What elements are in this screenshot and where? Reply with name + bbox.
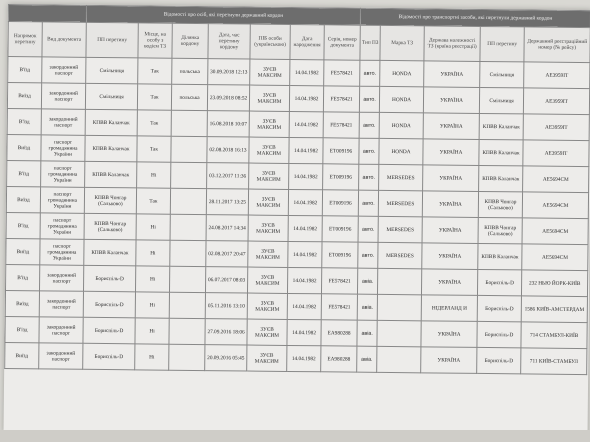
table-cell: авто. [358, 190, 378, 216]
table-cell: Ні [135, 344, 169, 370]
table-cell: авто. [358, 242, 378, 268]
table-cell: 14.04.1982 [289, 85, 323, 111]
table-cell: закордонний паспорт [39, 291, 83, 317]
column-header: Державний реєстраційний номер (№ рейсу) [524, 27, 590, 63]
table-cell: Бориспіль-D [83, 317, 135, 344]
table-cell: ЗУЄВ МАКСИМ [249, 137, 289, 163]
column-header: Дата народження [290, 24, 324, 59]
table-cell: Виїзд [7, 134, 41, 160]
table-cell: ЗУЄВ МАКСИМ [248, 215, 288, 241]
table-cell: КПВВ Каланчак [479, 139, 523, 165]
table-cell: В'їзд [7, 160, 41, 186]
table-cell: Ні [135, 318, 169, 344]
table-body [5, 57, 590, 375]
table-cell: В'їзд [6, 212, 40, 238]
table-cell: ЗУЄВ МАКСИМ [247, 319, 287, 345]
table-cell: В'їзд [5, 264, 39, 290]
table-cell: авіа. [357, 346, 377, 372]
table-cell: авто. [360, 60, 380, 86]
column-header: ПІБ особи (українською) [250, 24, 290, 59]
table-cell: паспорт громадянина України [40, 239, 84, 265]
table-cell: 28.11.2017 13:25 [206, 189, 248, 215]
table-cell: AE5694CM [522, 244, 588, 271]
table-cell: УКРАЇНА [423, 139, 479, 166]
table-cell: Смільниця [480, 61, 524, 87]
table-cell: авто. [358, 216, 378, 242]
table-cell: Бориспіль-D [83, 291, 135, 318]
table-cell: Бориспіль-D [83, 343, 135, 370]
table-cell: авто. [359, 164, 379, 190]
table-cell: Смільниця [479, 87, 523, 113]
table-cell: ЗУЄВ МАКСИМ [249, 111, 289, 137]
table-cell: 23.09.2018 08:52 [207, 85, 249, 111]
table-cell: 24.08.2017 14:34 [206, 215, 248, 241]
table-cell: AE3959IT [523, 114, 589, 141]
table-cell: Смільниця [85, 83, 137, 110]
table-cell: УКРАЇНА [422, 191, 478, 218]
table-cell: EA980288 [321, 320, 357, 346]
table-cell: НІДЕРЛАНД И [421, 295, 477, 322]
table-cell: КПВВ Чонгар (Сальково) [84, 187, 136, 214]
table-cell: закордонний паспорт [39, 343, 83, 369]
table-cell: 16.08.2018 10:07 [207, 111, 249, 137]
table-cell: 14.04.1982 [288, 189, 322, 215]
table-cell: Виїзд [6, 186, 40, 212]
table-cell: Так [137, 110, 171, 136]
table-cell [169, 266, 205, 292]
table-cell: 14.04.1982 [290, 59, 324, 85]
column-header: Ділянка кордону [172, 23, 208, 58]
table-cell: КПВВ Каланчак [85, 109, 137, 136]
table-cell: ET009196 [323, 138, 359, 164]
table-cell: AE5694CM [522, 218, 588, 245]
table-cell: УКРАЇНА [423, 165, 479, 192]
table-cell [377, 346, 421, 372]
table-cell: ET009196 [322, 242, 358, 268]
table-cell: паспорт громадянина України [41, 135, 85, 161]
table-cell: Виїзд [6, 238, 40, 264]
table-cell: авто. [359, 112, 379, 138]
table-cell: 711 КИЇВ-СТАМБУЛ [521, 348, 587, 375]
table-cell: Ні [136, 214, 170, 240]
table-cell: FE578421 [321, 268, 357, 294]
table-cell: Так [137, 136, 171, 162]
table-cell: Виїзд [5, 290, 39, 316]
column-header: ПП перетину [480, 26, 524, 61]
column-header: Марка ТЗ [380, 25, 424, 60]
table-cell: AE3959IT [523, 140, 589, 167]
table-row [5, 342, 587, 374]
table-cell: 14.04.1982 [289, 137, 323, 163]
table-cell: закордонний паспорт [41, 109, 85, 135]
group-left-cell [8, 5, 86, 23]
table-cell: Так [136, 188, 170, 214]
column-header: Тип ПЗ [360, 25, 380, 60]
table-cell: 02.08.2018 16:13 [207, 137, 249, 163]
table-cell: КПВВ Чонгар (Сальково) [478, 191, 522, 217]
column-header: ПП перетину [86, 22, 138, 58]
table-cell: авто. [359, 138, 379, 164]
desk-shadow [0, 430, 590, 442]
table-cell: УКРАЇНА [422, 217, 478, 244]
table-cell [169, 292, 205, 318]
table-cell: Ні [135, 266, 169, 292]
table-cell [377, 294, 421, 320]
table-cell: Ні [135, 292, 169, 318]
table-cell: ET009196 [323, 164, 359, 190]
table-cell: закордонний паспорт [41, 83, 85, 109]
table-cell: Бориспіль-D [478, 269, 522, 295]
table-cell: FE578421 [324, 60, 360, 86]
table-cell: 03.12.2017 11:36 [207, 163, 249, 189]
column-header: Напрямок перетину [8, 22, 42, 57]
table-cell: КПВВ Каланчак [84, 239, 136, 266]
table-cell: Так [137, 84, 171, 110]
table-cell: ЗУЄВ МАКСИМ [247, 267, 287, 293]
table-cell [171, 162, 207, 188]
table-cell: MERSEDES [379, 164, 423, 190]
table-cell: 02.08.2017 20:47 [206, 241, 248, 267]
table-cell: 14.04.1982 [287, 319, 321, 345]
table-cell: Ні [137, 162, 171, 188]
table-cell: паспорт громадянина України [40, 187, 84, 213]
table-cell: FE578421 [323, 86, 359, 112]
table-cell: авто. [359, 86, 379, 112]
table-cell: 14.04.1982 [289, 111, 323, 137]
table-cell: КПВВ Каланчак [478, 243, 522, 269]
table-cell [171, 136, 207, 162]
table-cell: ЗУЄВ МАКСИМ [247, 345, 287, 371]
column-header: Місце, на особу з водієм ТЗ [138, 23, 172, 58]
table-cell [170, 240, 206, 266]
table-cell: ET009196 [322, 216, 358, 242]
group-persons-header: Відомості про осіб, які перетнули державний кордон [86, 5, 360, 25]
document-sheet [4, 4, 590, 438]
table-cell: польська [172, 58, 208, 84]
table-cell: HONDA [379, 86, 423, 112]
border-crossing-table [4, 4, 590, 375]
table-cell: 714 СТАМБУЛ-КИЇВ [521, 322, 587, 349]
table-cell: Бориспіль-D [477, 321, 521, 347]
table-cell: AE3959IT [524, 62, 590, 89]
table-cell: 1586 КИЇВ-АМСТЕРДАМ [521, 296, 587, 323]
table-cell: КПВВ Каланчак [85, 161, 137, 188]
table-cell: закордонний паспорт [42, 57, 86, 83]
table-cell: УКРАЇНА [422, 269, 478, 296]
table-cell: AE3959IT [523, 88, 589, 115]
table-cell: КПВВ Чонгар (Сальково) [84, 213, 136, 240]
table-cell: Смільниця [86, 57, 138, 84]
table-cell: ET009196 [322, 190, 358, 216]
table-cell: закордонний паспорт [39, 265, 83, 291]
table-cell: 14.04.1982 [289, 163, 323, 189]
table-cell: авіа. [358, 268, 378, 294]
table-cell: Бориспіль-D [83, 265, 135, 292]
table-cell: КПВВ Каланчак [479, 113, 523, 139]
table-cell: FE578421 [321, 294, 357, 320]
table-cell [169, 344, 205, 370]
table-cell: В'їзд [5, 316, 39, 342]
table-cell: Ні [136, 240, 170, 266]
table-cell: 20.09.2016 05:45 [205, 345, 247, 371]
table-cell: паспорт громадянина України [41, 161, 85, 187]
table-cell: УКРАЇНА [423, 87, 479, 114]
table-cell: 14.04.1982 [288, 241, 322, 267]
table-cell [170, 214, 206, 240]
column-header: Серія, номер документа [324, 25, 360, 60]
table-cell: УКРАЇНА [421, 347, 477, 374]
table-cell [377, 320, 421, 346]
table-cell: польська [171, 84, 207, 110]
table-cell: ЗУЄВ МАКСИМ [249, 163, 289, 189]
table-cell: 27.09.2016 18:06 [205, 319, 247, 345]
table-cell: ЗУЄВ МАКСИМ [247, 293, 287, 319]
table-cell: КПВВ Чонгар (Сальково) [478, 217, 522, 243]
table-cell: 14.04.1982 [287, 345, 321, 371]
table-cell: УКРАЇНА [421, 321, 477, 348]
table-cell: КПВВ Каланчак [479, 165, 523, 191]
table-cell: авіа. [357, 320, 377, 346]
column-header: Держава належності ТЗ (країна реєстрації) [424, 26, 480, 62]
table-cell: Виїзд [7, 83, 41, 109]
table-cell: авіа. [357, 294, 377, 320]
table-cell: ЗУЄВ МАКСИМ [248, 189, 288, 215]
table-cell: УКРАЇНА [422, 243, 478, 270]
table-cell [170, 188, 206, 214]
table-cell: В'їзд [8, 57, 42, 83]
column-header: Дата, час перетину кордону [208, 24, 250, 59]
group-transport-header: Відомості про транспортні засоби, які перетнули державний кордон [360, 8, 590, 27]
table-cell: 06.07.2017 08:03 [205, 267, 247, 293]
table-cell: 14.04.1982 [288, 215, 322, 241]
table-cell: 30.09.2018 12:13 [208, 59, 250, 85]
table-cell: закордонний паспорт [39, 317, 83, 343]
table-cell: 05.11.2016 13:10 [205, 293, 247, 319]
table-cell [169, 318, 205, 344]
table-cell: FE578421 [323, 112, 359, 138]
table-cell [378, 268, 422, 294]
table-cell: ЗУЄВ МАКСИМ [250, 59, 290, 85]
table-cell: AE5694CM [523, 166, 589, 193]
table-cell: Виїзд [5, 342, 39, 368]
table-cell: КПВВ Каланчак [85, 135, 137, 162]
table-cell: HONDA [379, 138, 423, 164]
table-cell: ЗУЄВ МАКСИМ [249, 85, 289, 111]
column-header: Вид документа [42, 22, 86, 57]
table-cell: MERSEDES [378, 190, 422, 216]
table-cell: 232 НЬЮ ЙОРК-КИЇВ [522, 270, 588, 297]
table-cell: HONDA [379, 112, 423, 138]
table-cell: ЗУЄВ МАКСИМ [248, 241, 288, 267]
table-cell: УКРАЇНА [423, 113, 479, 140]
table-cell: УКРАЇНА [424, 61, 480, 88]
table-cell: Бориспіль-D [477, 295, 521, 321]
table-cell: EA980288 [321, 346, 357, 372]
table-cell [171, 110, 207, 136]
table-cell: Бориспіль-D [477, 347, 521, 373]
table-cell: HONDA [380, 60, 424, 86]
table-cell: AE5694CM [522, 192, 588, 219]
table-cell: Так [138, 58, 172, 84]
table-cell: паспорт громадянина України [40, 213, 84, 239]
table-cell: MERSEDES [378, 216, 422, 242]
table-cell: 14.04.1982 [287, 293, 321, 319]
table-cell: В'їзд [7, 108, 41, 134]
table-cell: MERSEDES [378, 242, 422, 268]
table-cell: 14.04.1982 [287, 267, 321, 293]
